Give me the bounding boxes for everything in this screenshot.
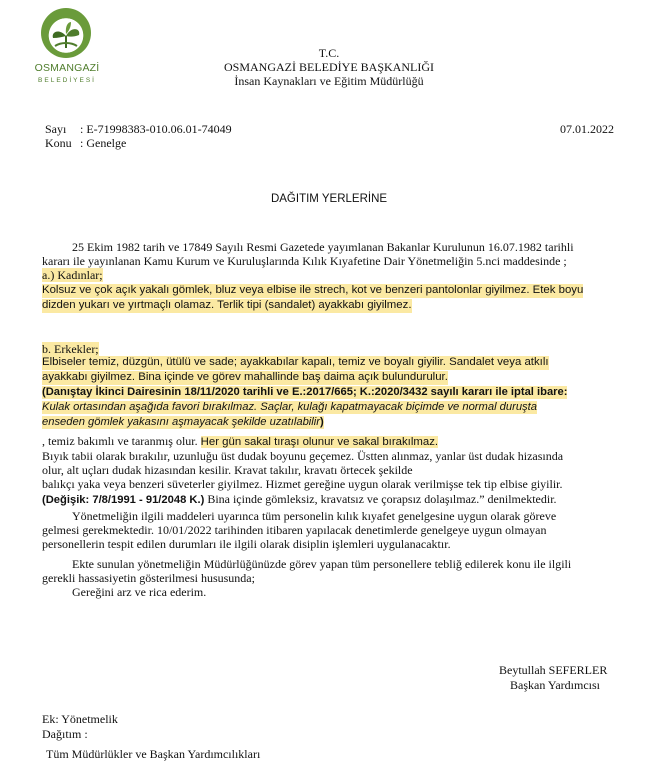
amendment-text: Bina içinde gömleksiz, kravatsız ve çorapsız dolaşılmaz.” denilmektedir. — [204, 492, 557, 506]
women-heading: a.) Kadınlar; — [42, 268, 103, 282]
attachment-note: Ek: Yönetmelik — [42, 712, 118, 726]
men-rule-line1: Elbiseler temiz, düzgün, ütülü ve sade; ayakkabılar kapalı, temiz ve boyalı giyilir. Sandalet veya atkılı — [42, 356, 549, 368]
distribution-label: Dağıtım : — [42, 727, 88, 741]
danistay-ruling-line3-text: enseden gömlek yakasını aşmayacak şekilde uzatılabilir — [42, 416, 320, 428]
amendment-ref: (Değişik: 7/8/1991 - 91/2048 K.) — [42, 494, 205, 506]
logo-name: OSMANGAZİ — [34, 62, 100, 74]
konu-value: : Genelge — [80, 136, 127, 150]
signatory-title: Başkan Yardımcısı — [510, 678, 600, 692]
body-p2-line3: personellerin tespit edilen durumları ile ilgili olarak disiplin işlemleri uygulanacaktır. — [42, 537, 451, 551]
men-heading: b. Erkekler; — [42, 342, 99, 356]
konu-label: Konu — [45, 136, 72, 150]
danistay-ruling-line2: Kulak ortasından aşağıda favori bırakılmaz. Saçlar, kulağı kapatmayacak biçimde ve normal duruşta — [42, 401, 537, 413]
logo-subtitle: BELEDİYESİ — [38, 77, 96, 84]
mustache-line1: Bıyık tabii olarak bırakılır, uzunluğu üst dudak boyunu geçemez. Üstten alınmaz, yanlar üst dudak hizasında — [42, 449, 564, 463]
women-rule-line1: Kolsuz ve çok açık yakalı gömlek, bluz veya elbise ile strech, kot ve benzeri pantolonlar giyilmez. Etek boyu — [42, 284, 584, 296]
danistay-ruling-line3 — [42, 416, 324, 429]
body-p3-line1: Ekte sunulan yönetmeliğin Müdürlüğünüzde görev yapan tüm personellere tebliğ edilerek konu ile ilgili — [72, 557, 572, 571]
signatory-name: Beytullah SEFERLER — [499, 663, 608, 677]
grooming-line — [42, 434, 438, 450]
header-line-municipality: OSMANGAZİ BELEDİYE BAŞKANLIĞI — [224, 60, 434, 74]
mustache-line2: olur, alt uçları dudak hizasından kesilir. Kravat takılır, kravatı örtecek şekilde — [42, 463, 413, 477]
sayi-label: Sayı — [45, 122, 67, 136]
closing-line: Gereğini arz ve rica ederim. — [72, 585, 207, 599]
shaving-rule: Her gün sakal tıraşı olunur ve sakal bırakılmaz. — [200, 436, 439, 448]
body-p3-line2: gerekli hassasiyetin gösterilmesi hususunda; — [42, 571, 255, 585]
mustache-line3: balıkçı yaka veya benzeri süveterler giyilmez. Hizmet gereğine uygun olarak verilmişse tek tip elbise giyilir. — [42, 477, 563, 491]
document-date: 07.01.2022 — [560, 122, 614, 136]
body-p1-line1: 25 Ekim 1982 tarih ve 17849 Sayılı Resmi Gazetede yayımlanan Bakanlar Kurulunun 16.07.1982 tarihli — [72, 240, 574, 254]
body-p1-line2: kararı ile yayınlanan Kamu Kurum ve Kuruluşlarında Kılık Kıyafetine Dair Yönetmeliğin 5.nci maddesinde ; — [42, 254, 567, 268]
header-line-department: İnsan Kaynakları ve Eğitim Müdürlüğü — [234, 74, 424, 88]
addressee: DAĞITIM YERLERİNE — [270, 193, 388, 205]
men-rule-line2: ayakkabı giyilmez. Bina içinde ve görev mahallinde baş daima açık bulundurulur. — [42, 371, 448, 383]
distribution-item: Tüm Müdürlükler ve Başkan Yardımcılıkları — [46, 747, 261, 761]
danistay-ruling-close-paren: ) — [319, 416, 324, 428]
women-rule-line2: dizden yukarı ve yırtmaçlı olamaz. Terlik tipi (sandalet) ayakkabı giyilmez. — [42, 299, 412, 311]
body-p2-line1: Yönetmeliğin ilgili maddeleri uyarınca tüm personelin kılık kıyafet genelgesine uygun olarak göreve — [72, 509, 557, 523]
amendment-line — [42, 492, 557, 507]
grooming-clean-text: , temiz bakımlı ve taranmış olur. — [42, 434, 198, 448]
danistay-ruling-line1: (Danıştay İkinci Dairesinin 18/11/2020 tarihli ve E.:2017/665; K.:2020/3432 sayılı kararı ile iptal ibare: — [42, 386, 568, 398]
body-p2-line2: gelmesi gerekmektedir. 10/01/2022 tarihinden itibaren yapılacak denetimlerde genelgeye uygun olmayan — [42, 523, 547, 537]
header-line-tc: T.C. — [318, 46, 340, 60]
sayi-value: : E-71998383-010.06.01-74049 — [80, 122, 232, 136]
